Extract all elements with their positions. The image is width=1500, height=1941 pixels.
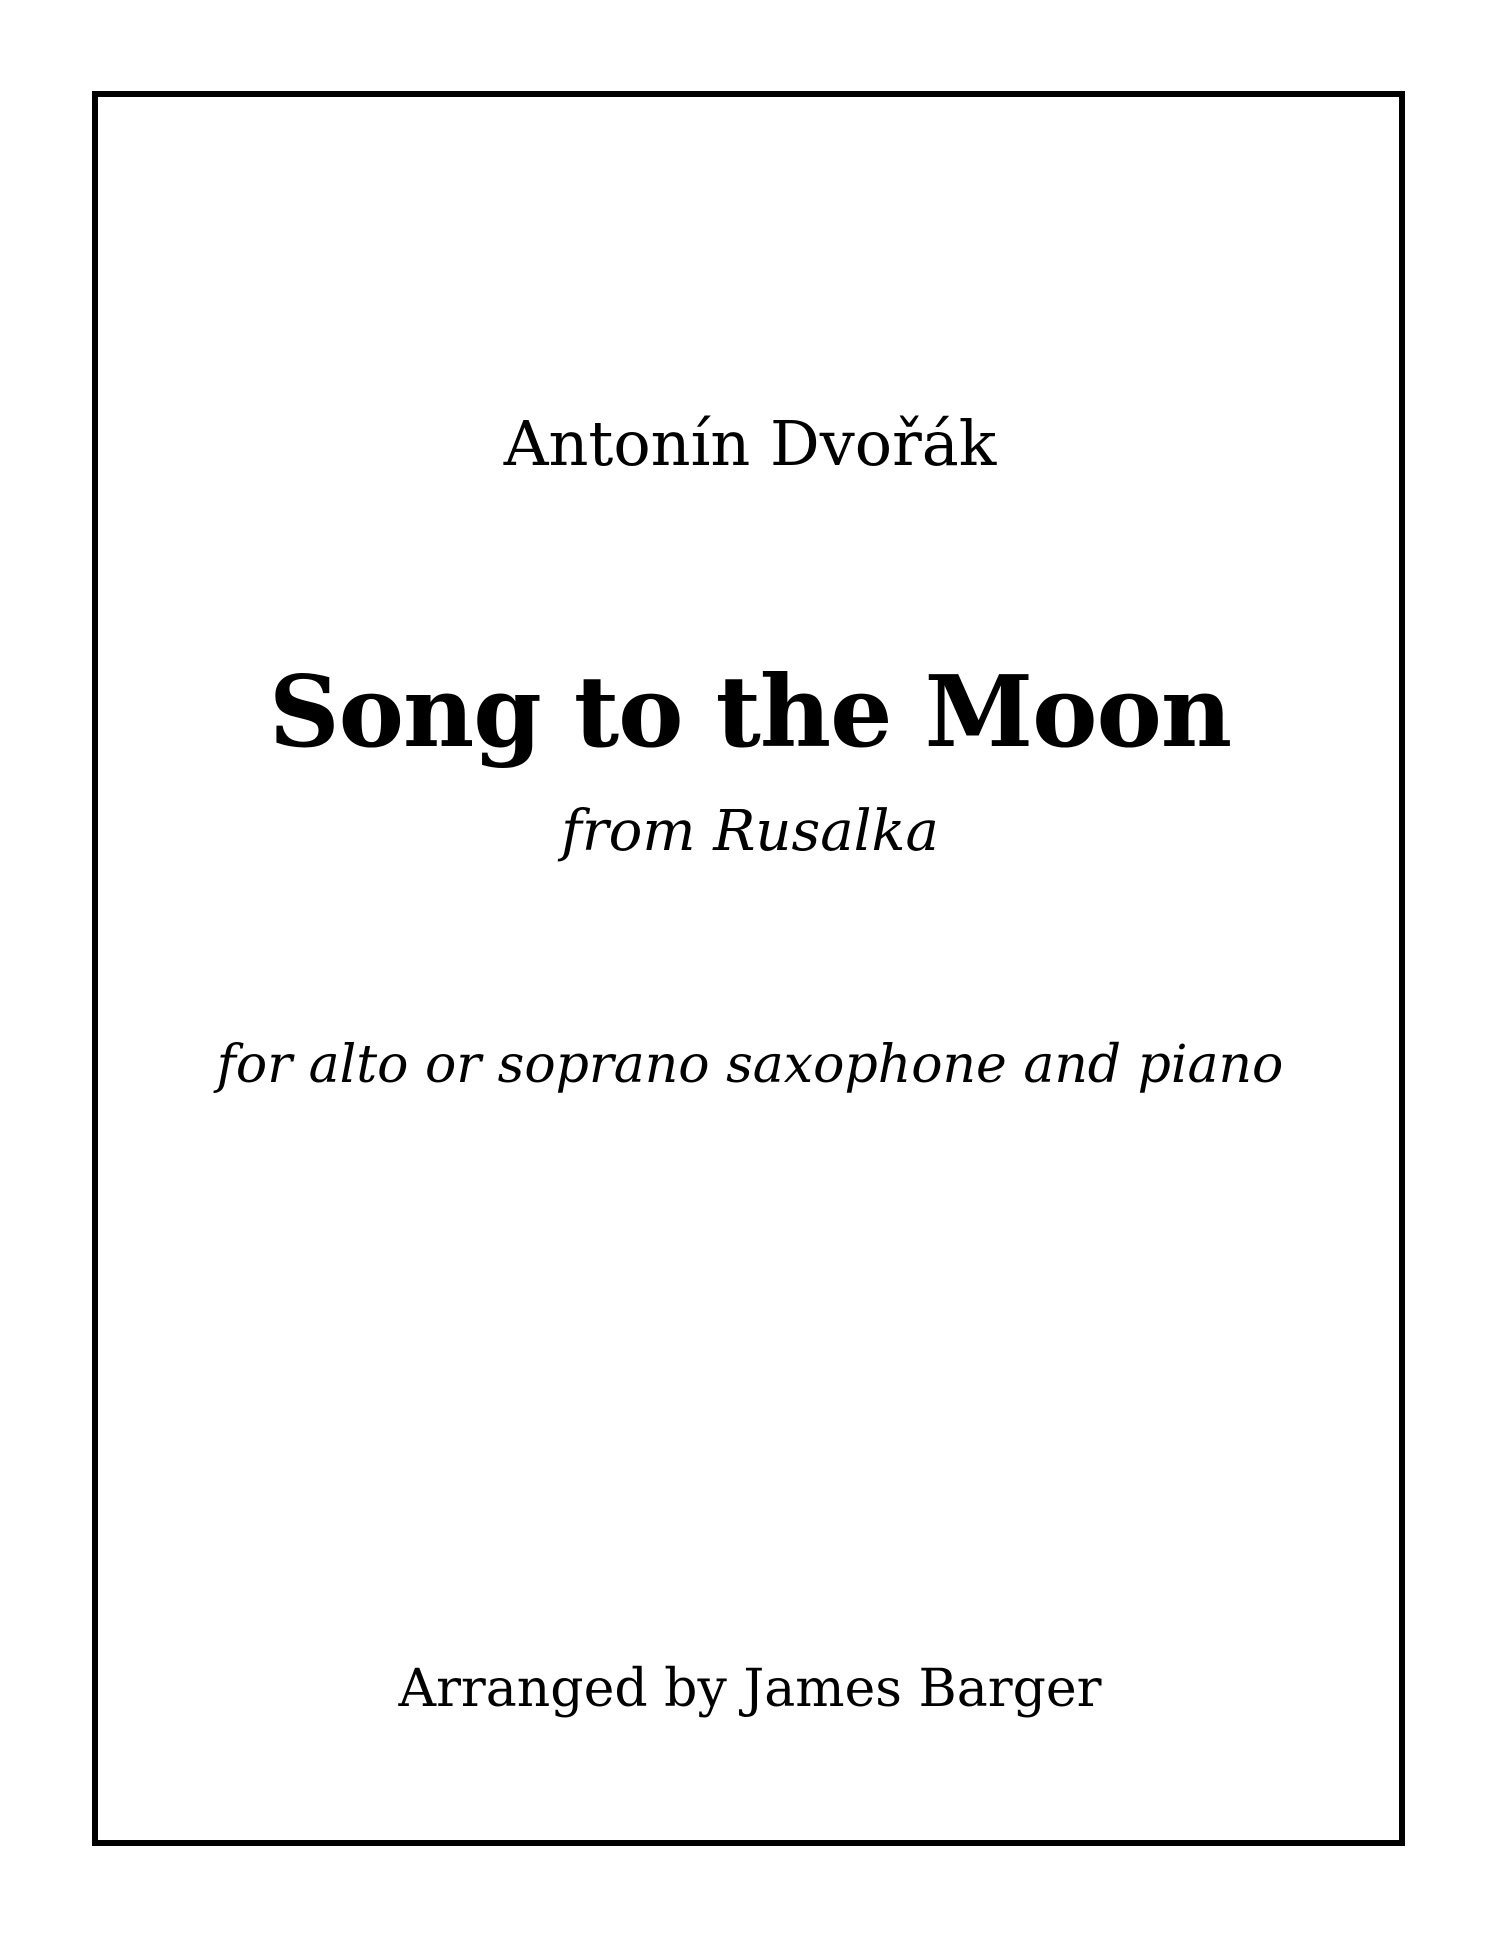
arranger-credit: Arranged by James Barger — [398, 1659, 1102, 1719]
piece-title: Song to the Moon — [268, 655, 1232, 770]
instrumentation-line: for alto or soprano saxophone and piano — [216, 1035, 1284, 1095]
composer-name: Antonín Dvořák — [503, 407, 997, 480]
piece-subtitle: from Rusalka — [561, 799, 939, 864]
page-border-frame — [92, 91, 1405, 1846]
